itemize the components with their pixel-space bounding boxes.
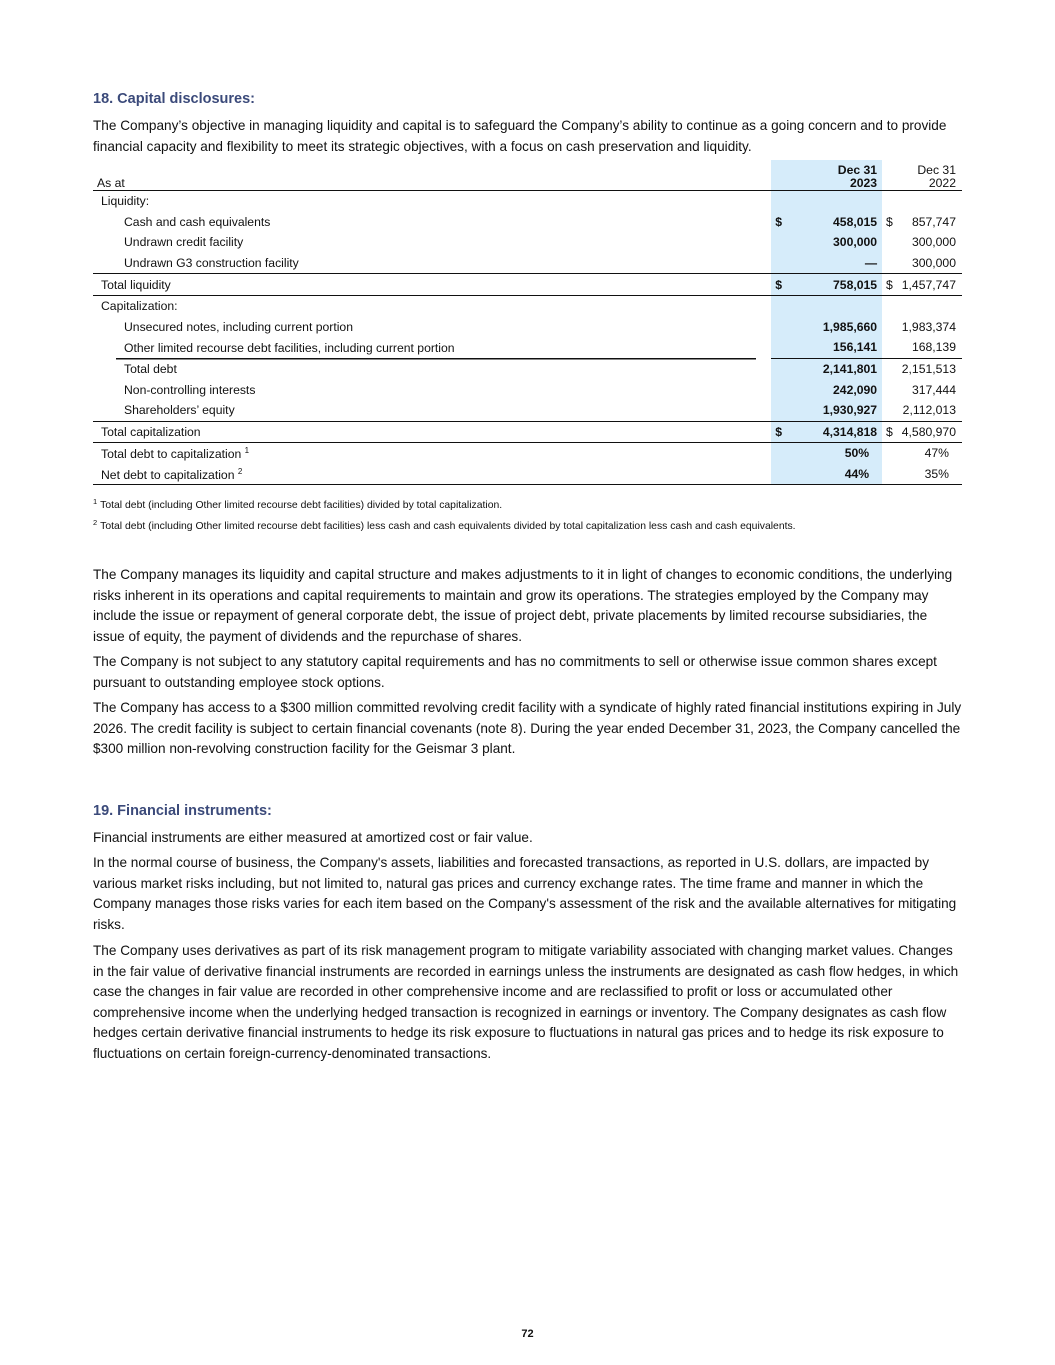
liquidity-label: Liquidity: xyxy=(101,194,150,209)
column-2022-header: Dec 31 2022 xyxy=(902,160,962,191)
total-cap-label: Total capitalization xyxy=(93,421,771,443)
table-header-row xyxy=(93,160,962,191)
debt-to-cap-2023: 50% xyxy=(795,443,882,464)
table-row: Total liquidity $ 758,015 $ 1,457,747 xyxy=(93,274,962,296)
table-row xyxy=(93,358,962,379)
credit-label: Undrawn credit facility xyxy=(124,235,244,250)
table-row xyxy=(93,317,962,338)
table-row xyxy=(93,232,962,253)
table-row xyxy=(93,379,962,400)
table-row: Cash and cash equivalents $ 458,015 $ 857,747 xyxy=(93,212,962,233)
section-18-para-3: The Company has access to a $300 million committed revolving credit facility with a syndicate of highly rated financial institutions expiring in July 2026. The credit facility is subject to certain financial covenants (note 8). During the year ended December 31, 2023, the Company cancelled the $300 million non-revolving construction facility for the Geismar 3 plant. xyxy=(93,700,962,757)
footnote-1: $^1$ Total debt (including Other limited recourse debt facilities) divided by total capitalization. xyxy=(93,497,503,511)
other-debt-2022: 168,139 xyxy=(911,340,956,355)
capitalization-label: Capitalization: xyxy=(101,299,178,314)
table-row xyxy=(93,337,962,358)
other-debt-label: Other limited recourse debt facilities, including current portion xyxy=(124,340,455,355)
table-row xyxy=(93,295,962,316)
net-debt-2023: 44% xyxy=(795,464,882,485)
equity-label: Shareholders’ equity xyxy=(93,400,771,421)
section-18-para-2: The Company is not subject to any statutory capital requirements and has no commitments to sell or otherwise issue common shares except pursuant to outstanding employee stock options. xyxy=(93,654,937,690)
cash-label: Cash and cash equivalents xyxy=(124,214,271,229)
section-18-heading: 18. Capital disclosures: xyxy=(93,91,255,107)
column-2023-header: Dec 31 2023 xyxy=(795,160,882,191)
section-19-para-3: The Company uses derivatives as part of its risk management program to mitigate variability associated with changing market values. Changes in the fair value of derivative financial instruments are recorded in earnings unless the instruments are designated as cash flow hedges, in which case the changes in fair value are recorded in other comprehensive income and are reclassified to profit or loss or accumulated other comprehensive income when the underlying hedged transaction is recognized in earnings or inventory. The Company designates as cash flow hedges certain derivative financial instruments to hedge its risk exposure to fluctuations in natural gas prices and to hedge its risk exposure to fluctuations on certain foreign-currency-denominated transactions. xyxy=(93,943,959,1061)
nci-2023: 242,090 xyxy=(795,379,882,400)
capital-table xyxy=(93,160,962,485)
nci-2022: 317,444 xyxy=(911,382,956,397)
total-cap-2022: 4,580,970 xyxy=(902,421,962,443)
section-19-para-2: In the normal course of business, the Company's assets, liabilities and forecasted transactions, as reported in U.S. dollars, are impacted by various market risks including, but not limited to, natural gas prices and currency exchange rates. The time frame and manner in which the Company manages those risks varies for each item based on the Company's assessment of the risk and the available alternatives for mitigating risks. xyxy=(93,855,957,932)
table-row xyxy=(93,464,962,485)
g3-2023: — xyxy=(795,253,882,274)
table-row xyxy=(93,400,962,421)
table-row: Total capitalization $ 4,314,818 $ 4,580,970 xyxy=(93,421,962,443)
cash-2022: 857,747 xyxy=(911,214,956,229)
unsecured-label: Unsecured notes, including current portion xyxy=(124,319,353,334)
nci-label: Non-controlling interests xyxy=(124,382,256,397)
g3-label: Undrawn G3 construction facility xyxy=(93,253,771,274)
table-row xyxy=(93,443,962,464)
section-19-para-1: Financial instruments are either measured at amortized cost or fair value. xyxy=(93,830,533,845)
total-cap-2023: 4,314,818 xyxy=(795,421,882,443)
cash-2023: 458,015 xyxy=(795,212,882,233)
debt-to-cap-2022: 47% xyxy=(924,446,949,461)
net-debt-2022: 35% xyxy=(902,464,962,485)
total-debt-2023: 2,141,801 xyxy=(795,358,882,379)
debt-to-cap-label: Total debt to capitalization $^1$ xyxy=(101,445,250,461)
unsecured-2023: 1,985,660 xyxy=(795,317,882,338)
section-19-heading: 19. Financial instruments: xyxy=(93,803,272,819)
equity-2023: 1,930,927 xyxy=(795,400,882,421)
as-at-header: As at xyxy=(93,160,771,191)
section-18-para-1: The Company manages its liquidity and capital structure and makes adjustments to it in light of changes to economic conditions, the underlying risks inherent in its operations and capital requirements to maintain and grow its operations. The strategies employed by the Company may include the issue or repayment of general corporate debt, the issue of project debt, private placements by limited recourse subsidiaries, the issue of equity, the payment of dividends and the repurchase of shares. xyxy=(93,567,953,644)
credit-2023: 300,000 xyxy=(795,232,882,253)
total-liquidity-2023: 758,015 xyxy=(795,274,882,296)
table-row xyxy=(93,253,962,274)
other-debt-2023: 156,141 xyxy=(795,337,882,358)
total-debt-2022: 2,151,513 xyxy=(902,358,962,379)
g3-2022: 300,000 xyxy=(902,253,962,274)
table-row xyxy=(93,191,962,212)
net-debt-label: Net debt to capitalization $^2$ xyxy=(93,464,771,485)
equity-2022: 2,112,013 xyxy=(902,400,962,421)
total-liquidity-label: Total liquidity xyxy=(93,274,771,296)
total-liquidity-2022: 1,457,747 xyxy=(902,274,962,296)
page-number: 72 xyxy=(521,1328,534,1340)
footnote-2: $^2$ Total debt (including Other limited recourse debt facilities) less cash and cash equivalents divided by total capitalization less cash and cash equivalents. xyxy=(93,518,796,532)
credit-2022: 300,000 xyxy=(911,235,956,250)
unsecured-2022: 1,983,374 xyxy=(901,319,956,334)
section-18-intro: The Company’s objective in managing liquidity and capital is to safeguard the Company’s ability to continue as a going concern and to provide financial capacity and flexibility to meet its strategic objectives, with a focus on cash preservation and liquidity. xyxy=(93,118,947,154)
total-debt-label: Total debt xyxy=(93,358,771,379)
